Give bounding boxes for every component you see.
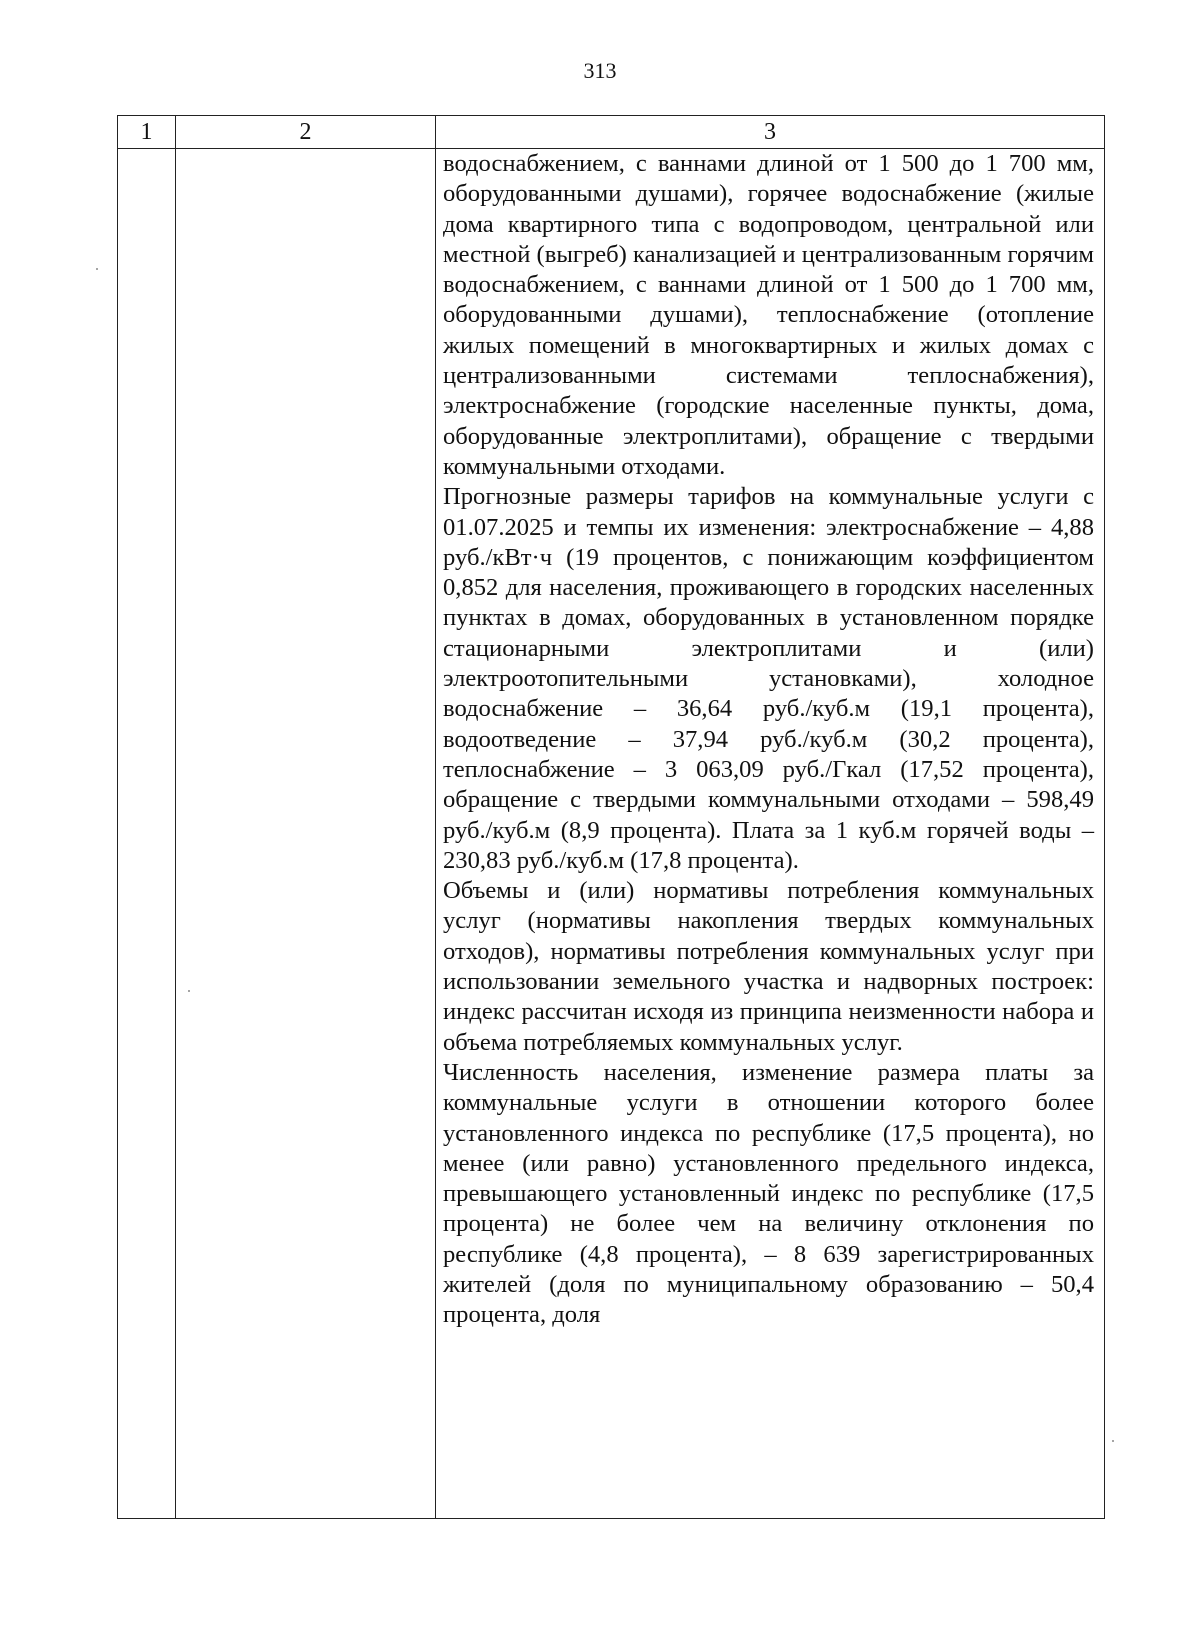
scan-speck: [1112, 1440, 1114, 1442]
document-table: [117, 115, 1105, 1519]
cell-col2: [176, 149, 436, 1519]
column-header-1: 1: [118, 116, 176, 149]
page-number: 313: [583, 58, 617, 83]
scan-speck: [96, 268, 98, 270]
table-row: [118, 149, 1105, 1519]
cell-col3-content: [436, 149, 1105, 1519]
paragraph-population: Численность населения, изменение размера платы за коммунальные услуги в отношении которого более установленного индекса по республике (17,5 процента), но менее (или равно) установленного предельного индекса, превышающего установленный индекс по республике (17,5 процента) не более чем на величину отклонения по республике (4,8 процента), – 8 639 зарегистрированных жителей (доля по муниципальному образованию – 50,4 процента, доля: [443, 1058, 1094, 1329]
paragraph-tariff-forecast: Прогнозные размеры тарифов на коммунальные услуги с 01.07.2025 и темпы их изменения: электроснабжение – 4,88 руб./кВт·ч (19 процентов, с понижающим коэффициентом 0,852 для населения, проживающего в городских населенных пунктах в домах, оборудованных в установленном порядке стационарными электроплитами и (или) электроотопительными установками), холодное водоснабжение – 36,64 руб./куб.м (19,1 процента), водоотведение – 37,94 руб./куб.м (30,2 процента), теплоснабжение – 3 063,09 руб./Гкал (17,52 процента), обращение с твердыми коммунальными отходами – 598,49 руб./куб.м (8,9 процента). Плата за 1 куб.м горячей воды – 230,83 руб./куб.м (17,8 процента).: [443, 483, 1094, 874]
paragraph-consumption-volumes: Объемы и (или) нормативы потребления коммунальных услуг (нормативы накопления твердых коммунальных отходов), нормативы потребления коммунальных услуг при использовании земельного участка и надворных построек: индекс рассчитан исходя из принципа неизменности набора и объема потребляемых коммунальных услуг.: [443, 877, 1094, 1056]
table-header-row: [118, 116, 1105, 149]
scan-speck: [188, 990, 190, 992]
cell-col1: [118, 149, 176, 1519]
paragraph-services-list: водоснабжением, с ваннами длиной от 1 500 до 1 700 мм, оборудованными душами), горячее водоснабжение (жилые дома квартирного типа с водопроводом, центральной или местной (выгреб) канализацией и централизованным горячим водоснабжением, с ваннами длиной от 1 500 до 1 700 мм, оборудованными душами), теплоснабжение (отопление жилых помещений в многоквартирных и жилых домах с централизованными системами теплоснабжения), электроснабжение (городские населенные пункты, дома, оборудованные электроплитами), обращение с твердыми коммунальными отходами.: [443, 150, 1094, 480]
column-header-3: 3: [436, 116, 1105, 149]
column-header-2: 2: [176, 116, 436, 149]
